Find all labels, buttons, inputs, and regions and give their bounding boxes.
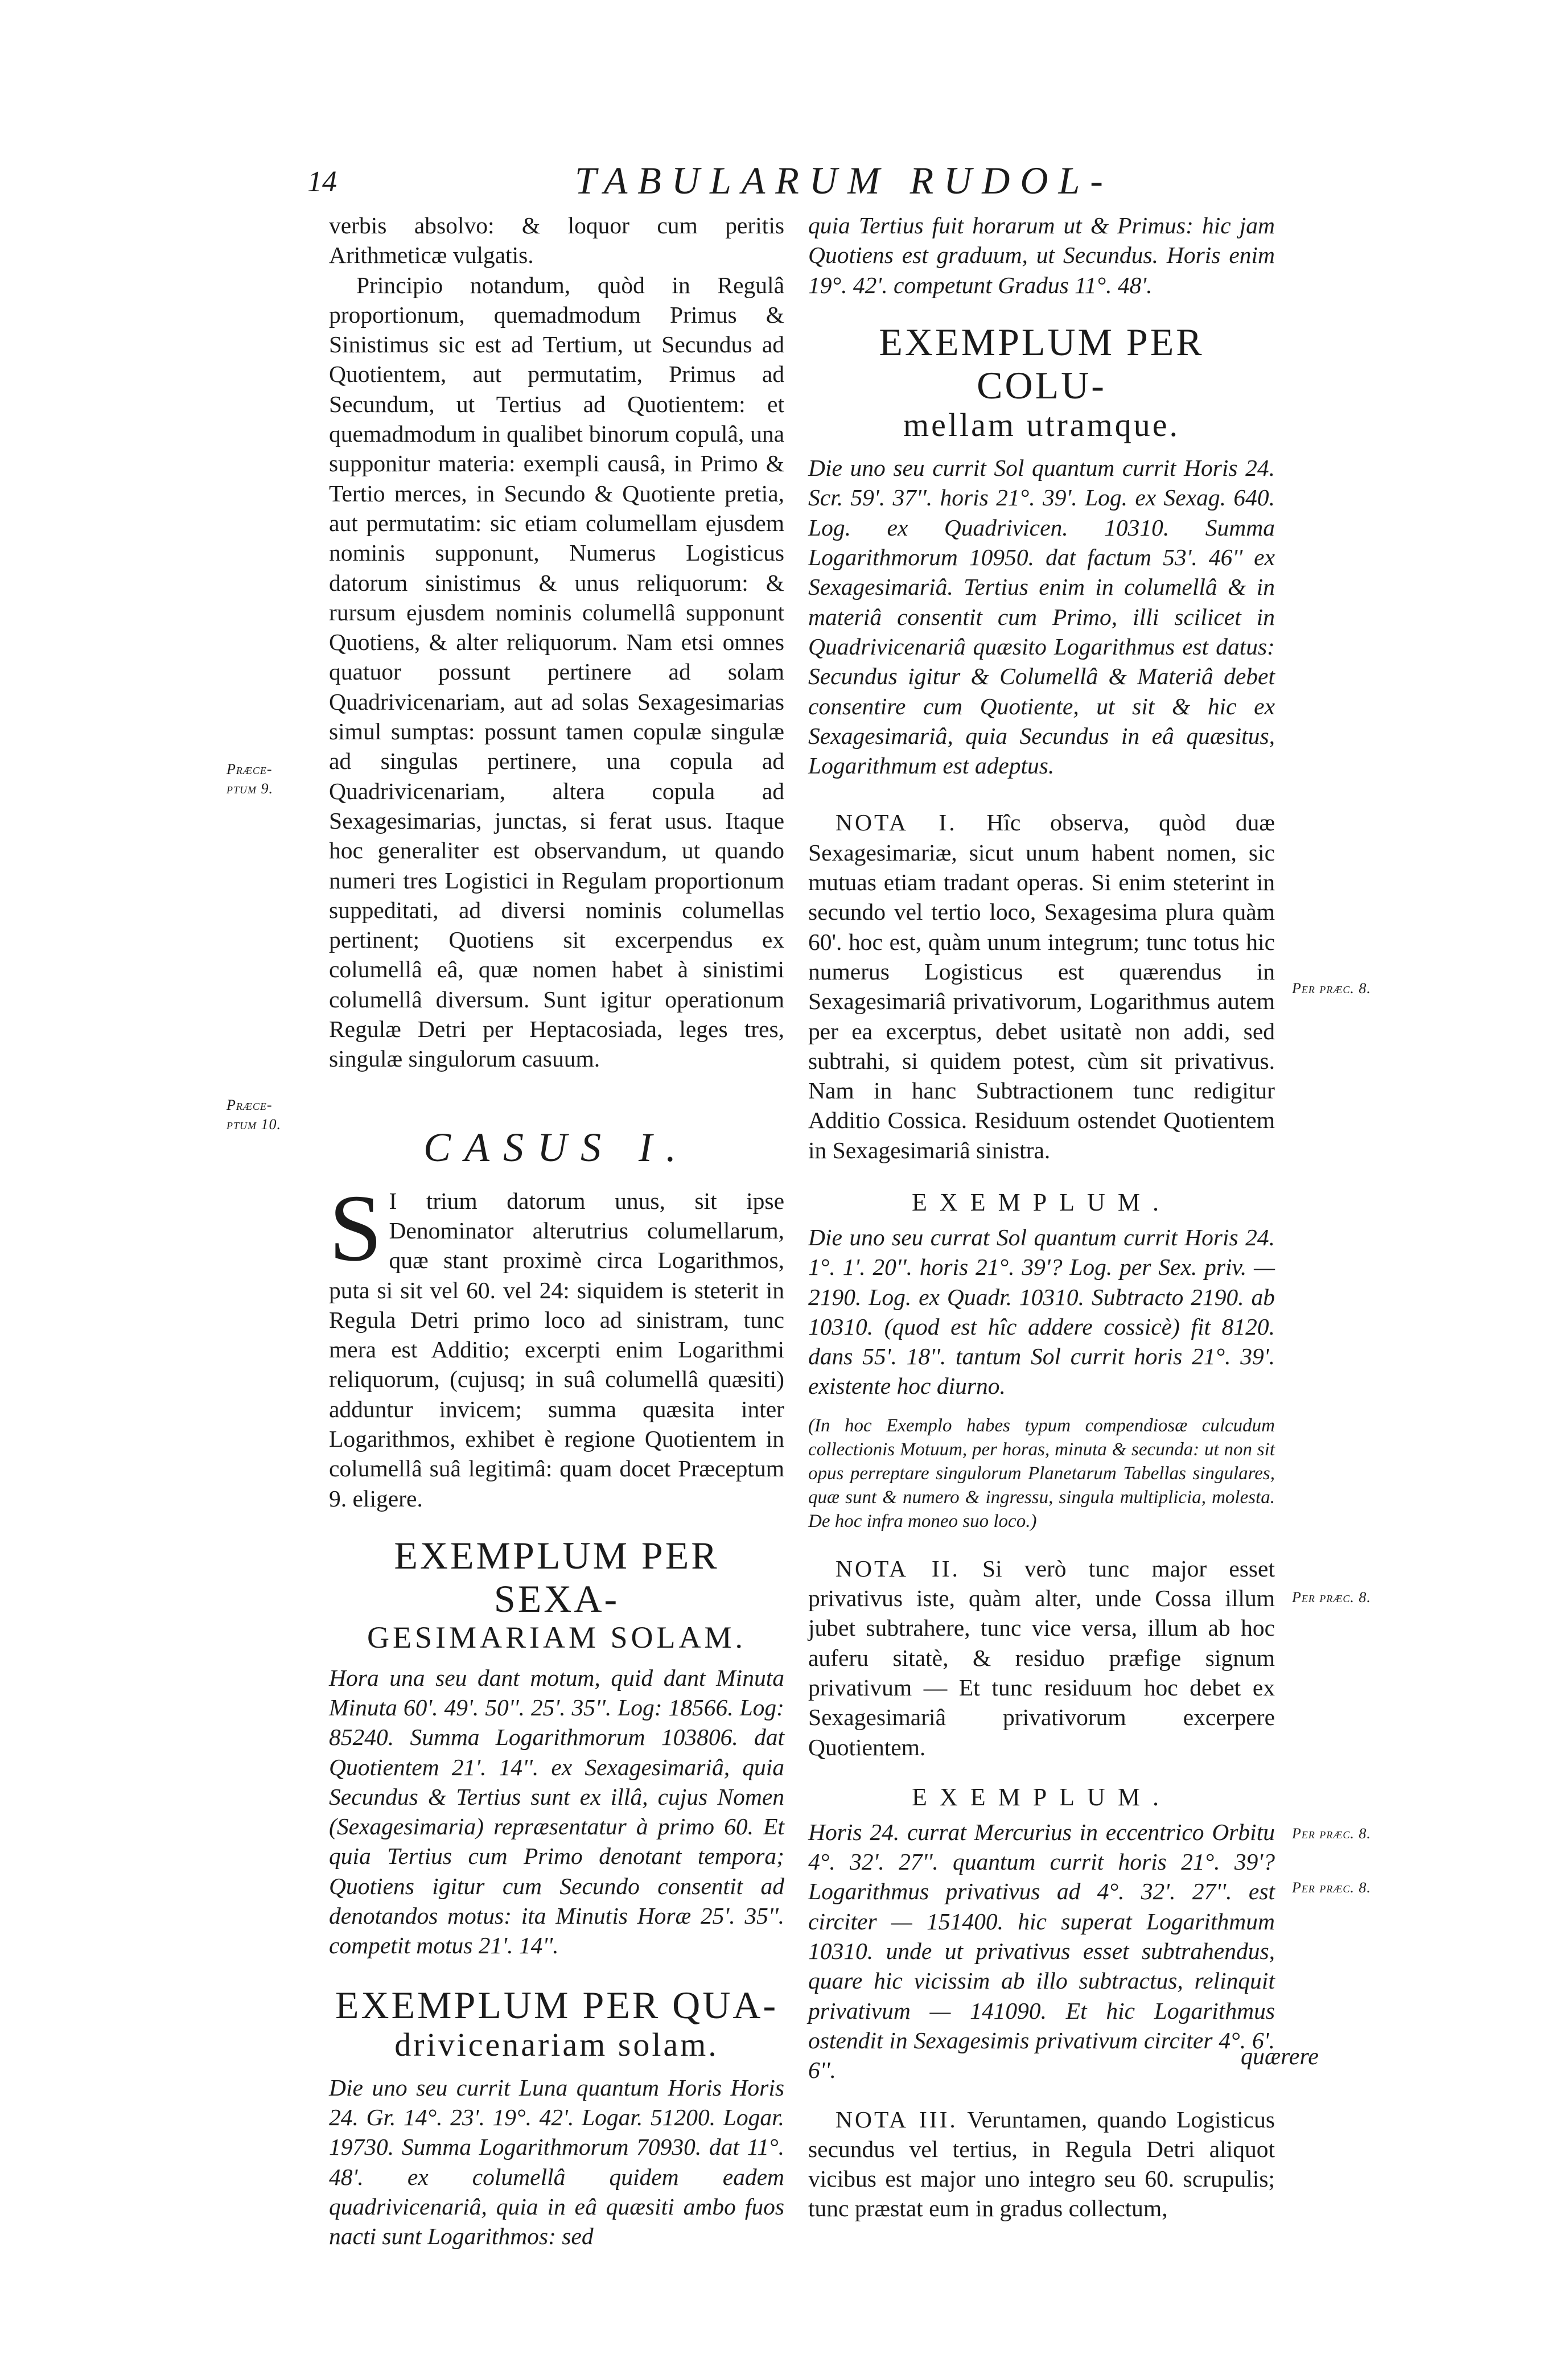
example-mercurius-text: Horis 24. currat Mercurius in eccentrico Orbitu 4°. 32'. 27''. quantum currit horis 21°. 39'? Logarithmus privativus ad 4°. 32'. 27''. est circiter — 151400. hic superat Logarithmum 10310. unde ut privativus esset subtrahendus, quare hic vicissim ab illo subtractus, relinquit privativum — 141090. Et hic Logarithmus ostendit in Sexagesimis privativum circiter 4°. 6'. 6''. xyxy=(808,1818,1275,2084)
paragraph-opening: verbis absolvo: & loquor cum peritis Arithmeticæ vulgatis. xyxy=(329,212,784,269)
margin-note-per-praec-1: Per præc. 8. xyxy=(1292,980,1371,997)
casus-text: I trium datorum unus, sit ipse Denominator alterutrius columellarum, quæ stant proximè circa Logarithmos, puta si sit vel 60. vel 24: siquidem is steterit in Regula Detri primo loco ad sinistram, tunc mera est Additio; excerpti enim Logarithmi reliquorum, (cujusq; in suâ columellâ quæsiti) adduntur invicem; summa quæsita inter Logarithmos, exhibet è regione Quotientem in columellâ suâ legitimâ: quam docet Præceptum 9. eligere. xyxy=(329,1187,784,1512)
nota-3-paragraph xyxy=(808,2105,1275,2224)
page-number: 14 xyxy=(307,166,337,198)
nota-3-label: NOTA III. xyxy=(836,2106,958,2133)
example-quadrivicenariam-text: Die uno seu currit Luna quantum Horis Horis 24. Gr. 14°. 23'. 19°. 42'. Logar. 51200. Logar. 19730. Summa Logarithmorum 70930. dat 11°. 48'. ex columellâ quidem eadem quadrivicenariâ, quia in eâ quæsiti ambo fuos nacti sunt Logarithmos: sed xyxy=(329,2074,784,2250)
heading-exemplum-a: EXEMPLUM. xyxy=(912,1188,1171,1216)
nota-1-label: NOTA I. xyxy=(836,809,957,836)
margin-note-line: ptum 10. xyxy=(227,1116,281,1133)
heading-exemplum-sexagesimariam xyxy=(329,1534,784,1655)
example-columellam-text: Die uno seu currit Sol quantum currit Horis 24. Scr. 59'. 37''. horis 21°. 39'. Log. ex Sexag. 640. Log. ex Quadrivicen. 10310. Summa Logarithmorum 10950. dat factum 53'. 46'' ex Sexagesimariâ. Tertius enim in columellâ & in materiâ consentit cum Primo, illi scilicet in Quadrivicenariâ quæsito Logarithmus est datus: Secundus igitur & Columellâ & Materiâ debet consentire cum Quotiente, ut sit & hic ex Sexagesimariâ, quia Secundus in eâ quæsitus, Logarithmum est adeptus. xyxy=(808,455,1275,779)
heading-exemplum-b: EXEMPLUM. xyxy=(912,1783,1171,1811)
margin-note-per-praec-3: Per præc. 8. xyxy=(1292,1825,1371,1842)
nota-1-paragraph xyxy=(808,808,1275,1165)
heading-line: EXEMPLUM PER QUA- xyxy=(335,1983,779,2027)
margin-note-praeceptum-9 xyxy=(227,760,273,799)
heading-line: EXEMPLUM PER SEXA- xyxy=(394,1533,719,1621)
margin-note-line: Præce- xyxy=(227,761,273,777)
casus-paragraph xyxy=(329,1175,784,1513)
nota-2-paragraph xyxy=(808,1554,1275,1762)
nota-2-label: NOTA II. xyxy=(836,1555,960,1582)
margin-note-line: Præce- xyxy=(227,1097,273,1113)
margin-note-per-praec-2: Per præc. 8. xyxy=(1292,1589,1371,1606)
heading-line: drivicenariam solam. xyxy=(394,2026,719,2063)
heading-exemplum-columellam xyxy=(808,320,1275,444)
catchword: quærere xyxy=(1241,2044,1319,2070)
heading-line: mellam utramque. xyxy=(903,406,1180,444)
margin-note-praeceptum-10 xyxy=(227,1096,281,1134)
margin-note-per-praec-4: Per præc. 8. xyxy=(1292,1879,1371,1896)
example-sexagesimariam-text: Hora una seu dant motum, quid dant Minuta Minuta 60'. 49'. 50''. 25'. 35''. Log: 18566. Log: 85240. Summa Logarithmorum 103806. dat Quotientem 21'. 14''. ex Sexagesimariâ, quia Secundus & Tertius sunt ex illâ, cujus Nomen (Sexagesimaria) repræsentatur à primo 60. Et quia Tertius cum Primo denotant tempora; Quotiens igitur cum Secundo consentit ad denotandos motus: ita Minutis Horæ 25'. 35''. competit motus 21'. 14''. xyxy=(329,1664,784,1959)
nota-3-text: Veruntamen, quando Logisticus secundus vel tertius, in Regula Detri aliquot vicibus est major uno integro seu 60. scrupulis; tunc præstat eum in gradus collectum, xyxy=(808,2106,1275,2222)
left-column xyxy=(329,211,784,2252)
example-sol-text: Die uno seu currat Sol quantum currit Horis 24. 1°. 1'. 20''. horis 21°. 39'? Log. per Sex. priv. — 2190. Log. ex Quadr. 10310. Subtracto 2190. ab 10310. (quod est hîc addere cossicè) fit 8120. dans 55'. 18''. tantum Sol currit horis 21°. 39'. existente hoc diurno. xyxy=(808,1224,1275,1400)
heading-line: GESIMARIAM SOLAM. xyxy=(367,1620,747,1655)
paragraph-principio: Principio notandum, quòd in Regulâ proportionum, quemadmodum Primus & Sinistimus sic est ad Tertium, ut Secundus ad Quotientem, aut permutatim, Primus ad Secundum, ut Tertius ad Quotientem: et quemadmodum in qualibet binorum copulâ, una supponitur materia: exempli causâ, in Primo & Tertio merces, in Secundo & Quotiente pretia, aut permutatim: sic etiam columellam ejusdem nominis supponunt, Numerus Logisticus datorum sinistimus & unus reliquorum: & rursum ejusdem nominis columellâ supponunt Quotiens, & alter reliquorum. Nam etsi omnes quatuor possunt pertinere ad solam Quadrivicenariam, aut ad solas Sexagesimarias simul sumptas: possunt tamen copulæ singulæ ad singulas pertinere, una copula ad Quadrivicenariam, altera copula ad Sexagesimarias, junctas, si ferat usus. Itaque hoc generaliter est observandum, ut quando numeri tres Logistici in Regulam proportionum suppeditati, ad diversi nominis columellas pertinent; Quotiens sit excerpendus ex columellâ eâ, quæ nomen habet à sinistimi columellâ diversum. Sunt igitur operationum Regulæ Detri per Heptacosiada, leges tres, singulæ singulorum casuum. xyxy=(329,271,784,1072)
drop-cap: S xyxy=(329,1175,382,1281)
paragraph-continuation: quia Tertius fuit horarum ut & Primus: hic jam Quotiens est graduum, ut Secundus. Horis enim 19°. 42'. competunt Gradus 11°. 48'. xyxy=(808,212,1275,298)
running-head: TABULARUM RUDOL- xyxy=(575,159,1113,202)
nota-2-text: Si verò tunc major esset privativus iste, quàm alter, unde Cossa illum jubet subtrahere, tunc vice versa, illum ab hoc auferu sitatè, & residuo præfige signum privativum — Et tunc residuum hoc debet ex Sexagesimariâ privativorum excerpere Quotientem. xyxy=(808,1555,1275,1760)
right-column xyxy=(808,211,1275,2224)
example-sol-note: (In hoc Exemplo habes typum compendiosæ culcudum collectionis Motuum, per horas, minuta & secunda: ut non sit opus perreptare singulorum Planetarum Tabellas singulares, quæ sunt & numero & ingressu, singula multiplicia, molesta. De hoc infra moneo suo loco.) xyxy=(808,1415,1275,1532)
heading-exemplum-quadrivicenariam xyxy=(329,1983,784,2064)
casus-heading: CASUS I. xyxy=(423,1124,690,1170)
heading-line: EXEMPLUM PER COLU- xyxy=(879,320,1204,408)
nota-1-text: Hîc observa, quòd duæ Sexagesimariæ, sicut unum habent nomen, sic mutuas etiam tradant operas. Si enim steterint in secundo vel tertio loco, Sexagesima plura quàm 60'. hoc est, quàm unum integrum; tunc totus hic numerus Logisticus est quærendus in Sexagesimariâ privativorum, Logarithmus autem per ea excerptus, debet usitatè non addi, sed subtrahi, si quidem potest, cùm sit privativus. Nam in hanc Subtractionem tunc redigitur Additio Cossica. Residuum ostendet Quotientem in Sexagesimariâ sinistra. xyxy=(808,809,1275,1163)
margin-note-line: ptum 9. xyxy=(227,780,273,797)
